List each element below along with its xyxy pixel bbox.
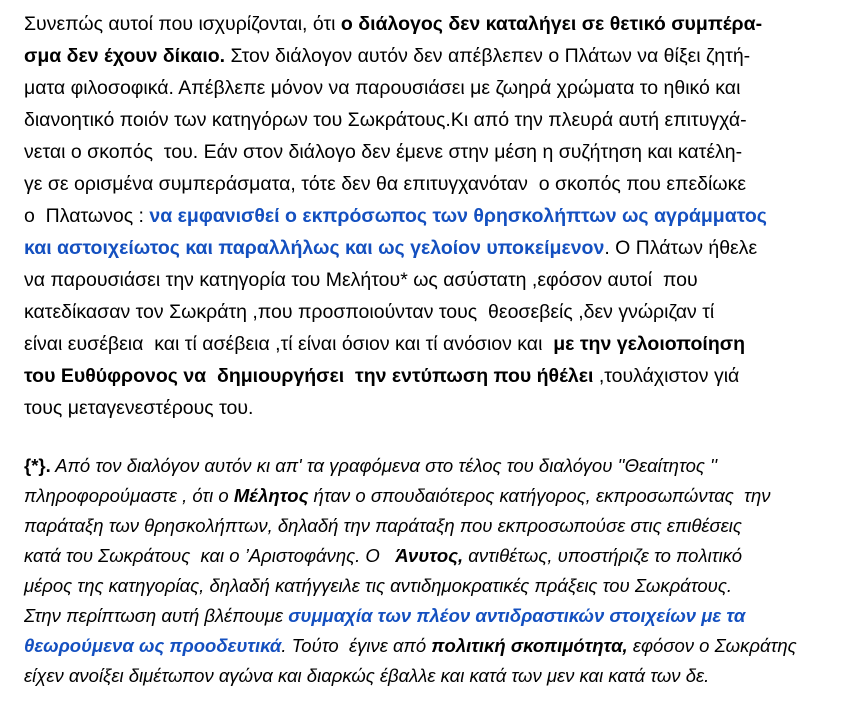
text-line	[24, 661, 836, 691]
text-line	[24, 40, 836, 72]
text-run: Στην περίπτωση αυτή βλέπουμε	[24, 605, 289, 626]
text-run: κατά του Σωκράτους και ο ’Αριστοφάνης. Ο	[24, 545, 396, 566]
text-line	[24, 631, 836, 661]
text-line	[24, 601, 836, 631]
text-run: . Ο Πλάτων ήθελε	[604, 237, 758, 259]
text-run: κατεδίκασαν τον Σωκράτη ,που προσποιούνταν τους θεοσεβείς ,δεν γνώριζαν τί	[24, 301, 715, 323]
bold-text-run: Άνυτος,	[395, 545, 464, 566]
text-run: είναι ευσέβεια και τί ασέβεια ,τί είναι όσιον και τί ανόσιον και	[24, 333, 554, 355]
text-line	[24, 104, 836, 136]
text-run: νεται ο σκοπός του. Εάν στον διάλογο δεν έμενε στην μέση η συζήτηση και κατέλη-	[24, 141, 743, 163]
text-line	[24, 264, 836, 296]
main-paragraph	[24, 8, 836, 424]
footnote-paragraph	[24, 451, 836, 691]
highlighted-text-run: θεωρούμενα ως προοδευτικά	[24, 635, 282, 656]
text-run: . Τούτο έγινε από	[281, 635, 432, 656]
bold-text-run: {*}.	[24, 455, 51, 476]
text-run: ο Πλατωνος :	[24, 205, 150, 227]
text-run: Στον διάλογον αυτόν δεν απέβλεπεν ο Πλάτων να θίξει ζητή-	[225, 45, 751, 67]
text-line	[24, 296, 836, 328]
text-run: να παρουσιάσει την κατηγορία του Μελήτου* ως ασύστατη ,εφόσον αυτοί που	[24, 269, 698, 291]
text-line	[24, 481, 836, 511]
text-run: γε σε ορισμένα συμπεράσματα, τότε δεν θα επιτυγχανόταν ο σκοπός που επεδίωκε	[24, 173, 747, 195]
text-line	[24, 392, 836, 424]
text-run: Από τον διαλόγον αυτόν κι απ' τα γραφόμενα στο τέλος του διαλόγου ''Θεαίτητος ''	[50, 455, 718, 476]
text-run: ματα φιλοσοφικά. Απέβλεπε μόνον να παρουσιάσει με ζωηρά χρώματα το ηθικό και	[24, 77, 741, 99]
bold-text-run: Μέλητος	[233, 485, 309, 506]
bold-text-run: ο διάλογος δεν καταλήγει σε θετικό συμπέρα-	[340, 13, 763, 35]
text-run: πληροφορούμαστε , ότι ο	[24, 485, 234, 506]
highlighted-text-run: και αστοιχείωτος και παραλλήλως και ως γελοίον υποκείμενον	[24, 237, 605, 259]
text-run: ήταν ο σπουδαιότερος κατήγορος, εκπροσωπώντας την	[308, 485, 771, 506]
text-run: Συνεπώς αυτοί που ισχυρίζονται, ότι	[24, 13, 341, 35]
text-line	[24, 451, 836, 481]
text-line	[24, 72, 836, 104]
text-line	[24, 511, 836, 541]
text-run: τους μεταγενεστέρους του.	[24, 397, 254, 419]
text-line	[24, 541, 836, 571]
text-run: εφόσον ο Σωκράτης	[627, 635, 797, 656]
text-run: αντιθέτως, υποστήριζε το πολιτικό	[463, 545, 743, 566]
text-run: διανοητικό ποιόν των κατηγόρων του Σωκράτους.Κι από την πλευρά αυτή επιτυγχά-	[24, 109, 747, 131]
highlighted-text-run: να εμφανισθεί ο εκπρόσωπος των θρησκολήπτων ως αγράμματος	[149, 205, 767, 227]
highlighted-text-run: συμμαχία των πλέον αντιδραστικών στοιχείων με τα	[288, 605, 746, 626]
text-line	[24, 232, 836, 264]
text-line	[24, 571, 836, 601]
text-line	[24, 168, 836, 200]
text-run: μέρος της κατηγορίας, δηλαδή κατήγγειλε τις αντιδημοκρατικές πράξεις του Σωκράτους.	[24, 575, 732, 596]
bold-text-run: με την γελοιοποίηση	[553, 333, 746, 355]
text-line	[24, 328, 836, 360]
text-line	[24, 360, 836, 392]
bold-text-run: του Ευθύφρονος να δημιουργήσει την εντύπωση που ήθέλει	[24, 365, 594, 387]
text-line	[24, 136, 836, 168]
text-run: είχεν ανοίξει διμέτωπον αγώνα και διαρκώς έβαλλε και κατά των μεν και κατά των δε.	[24, 665, 710, 686]
text-run: ,τουλάχιστον γιά	[593, 365, 740, 387]
text-run: παράταξη των θρησκολήπτων, δηλαδή την παράταξη που εκπροσωπούσε στις επιθέσεις	[24, 515, 742, 536]
bold-text-run: πολιτική σκοπιμότητα,	[431, 635, 628, 656]
bold-text-run: σμα δεν έχουν δίκαιο.	[24, 45, 226, 67]
text-line	[24, 8, 836, 40]
text-line	[24, 200, 836, 232]
